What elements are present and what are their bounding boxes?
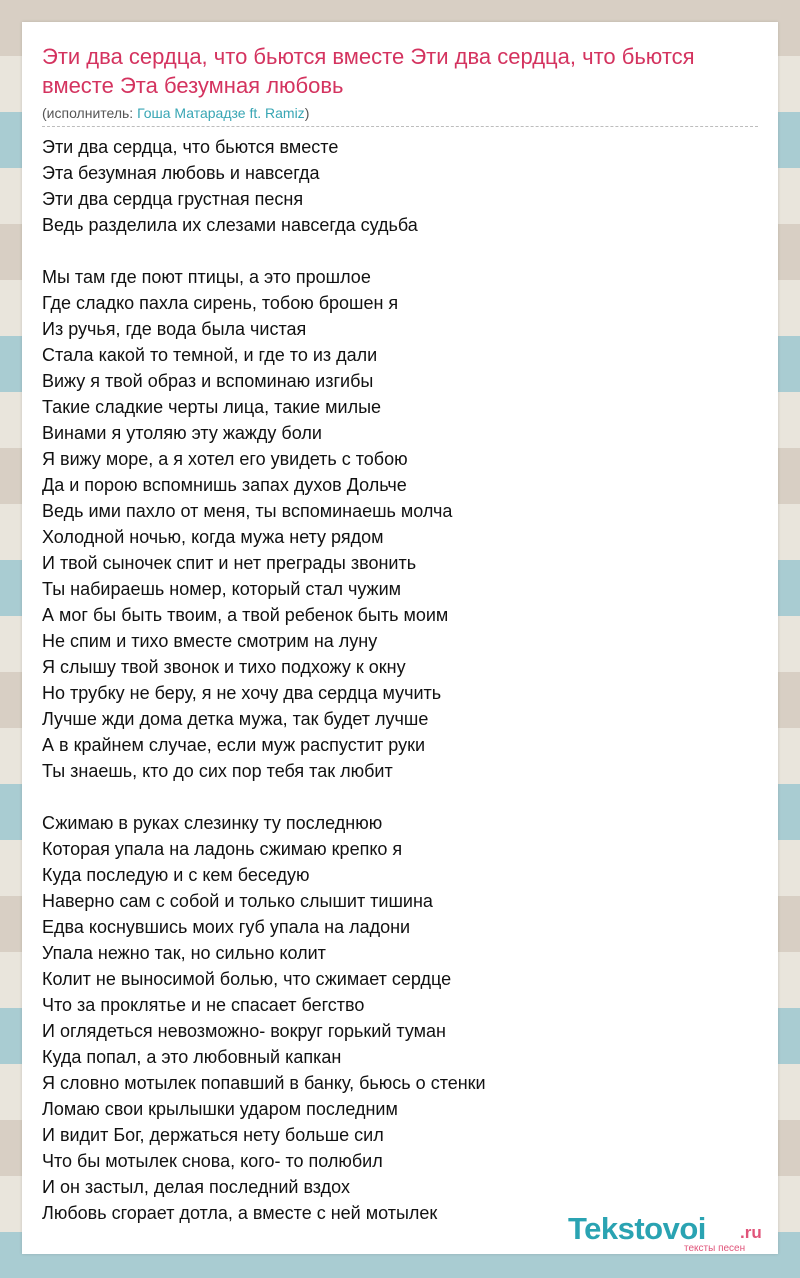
lyric-line: Наверно сам с собой и только слышит тишина — [42, 891, 433, 911]
lyric-line: Что бы мотылек снова, кого- то полюбил — [42, 1151, 383, 1171]
lyric-line: Да и порою вспомнишь запах духов Дольче — [42, 475, 407, 495]
lyric-line: Эта безумная любовь и навсегда — [42, 163, 320, 183]
stanza-1 — [42, 134, 758, 238]
logo-domain: .ru — [740, 1223, 762, 1242]
lyric-line: Вижу я твой образ и вспоминаю изгибы — [42, 371, 374, 391]
song-title: Эти два сердца, что бьются вместе Эти два сердца, что бьются вместе Эта безумная любовь — [42, 44, 695, 98]
lyric-line: Холодной ночью, когда мужа нету рядом — [42, 527, 384, 547]
stanza-gap — [42, 238, 758, 264]
lyric-line: Эти два сердца грустная песня — [42, 189, 304, 209]
lyric-line: Едва коснувшись моих губ упала на ладони — [42, 917, 411, 937]
lyric-line: Стала какой то темной, и где то из дали — [42, 345, 378, 365]
lyric-line: Из ручья, где вода была чистая — [42, 319, 307, 339]
lyrics-body — [42, 134, 758, 1226]
performer-suffix: ) — [304, 105, 310, 121]
lyric-line: Упала нежно так, но сильно колит — [42, 943, 326, 963]
lyric-line: Что за проклятье и не спасает бегство — [42, 995, 365, 1015]
lyric-line: Сжимаю в руках слезинку ту последнюю — [42, 813, 383, 833]
performer-line — [42, 104, 309, 122]
lyric-line: А в крайнем случае, если муж распустит руки — [42, 735, 425, 755]
lyric-line: Лучше жди дома детка мужа, так будет лучше — [42, 709, 429, 729]
lyric-line: Куда последую и с кем беседую — [42, 865, 310, 885]
lyric-line: Не спим и тихо вместе смотрим на луну — [42, 631, 378, 651]
lyric-line: Я словно мотылек попавший в банку, бьюсь о стенки — [42, 1073, 486, 1093]
title-divider — [42, 126, 758, 127]
lyric-line: Но трубку не беру, я не хочу два сердца мучить — [42, 683, 442, 703]
lyric-line: Где сладко пахла сирень, тобою брошен я — [42, 293, 399, 313]
logo-wordmark: Tekstovoi — [568, 1211, 706, 1246]
lyric-line: Ты набираешь номер, который стал чужим — [42, 579, 402, 599]
lyric-line: И он застыл, делая последний вздох — [42, 1177, 350, 1197]
lyric-line: И видит Бог, держаться нету больше сил — [42, 1125, 384, 1145]
lyric-line: Ты знаешь, кто до сих пор тебя так любит — [42, 761, 393, 781]
lyric-line: Куда попал, а это любовный капкан — [42, 1047, 342, 1067]
lyric-line: Я слышу твой звонок и тихо подхожу к окну — [42, 657, 406, 677]
site-logo[interactable] — [568, 1212, 778, 1254]
lyrics-card — [22, 22, 778, 1254]
lyric-line: Любовь сгорает дотла, а вместе с ней мотылек — [42, 1203, 438, 1223]
lyric-line: Мы там где поют птицы, а это прошлое — [42, 267, 371, 287]
lyric-line: И оглядеться невозможно- вокруг горький туман — [42, 1021, 446, 1041]
stanza-3 — [42, 810, 758, 1226]
logo-tagline: тексты песен — [684, 1243, 746, 1254]
performer-prefix: (исполнитель: — [42, 105, 138, 121]
lyric-line: Такие сладкие черты лица, такие милые — [42, 397, 382, 417]
lyric-line: Ломаю свои крылышки ударом последним — [42, 1099, 398, 1119]
performer-link[interactable]: Гоша Матарадзе ft. Ramiz — [137, 105, 305, 121]
lyric-line: Я вижу море, а я хотел его увидеть с тобою — [42, 449, 408, 469]
stanza-gap — [42, 784, 758, 810]
stanza-2 — [42, 264, 758, 784]
lyric-line: Винами я утоляю эту жажду боли — [42, 423, 322, 443]
lyric-line: Колит не выносимой болью, что сжимает сердце — [42, 969, 452, 989]
lyric-line: Ведь ими пахло от меня, ты вспоминаешь молча — [42, 501, 453, 521]
lyric-line: И твой сыночек спит и нет преграды звонить — [42, 553, 417, 573]
lyric-line: Эти два сердца, что бьются вместе — [42, 137, 339, 157]
lyric-line: Которая упала на ладонь сжимаю крепко я — [42, 839, 403, 859]
lyric-line: Ведь разделила их слезами навсегда судьба — [42, 215, 418, 235]
lyric-line: А мог бы быть твоим, а твой ребенок быть моим — [42, 605, 449, 625]
